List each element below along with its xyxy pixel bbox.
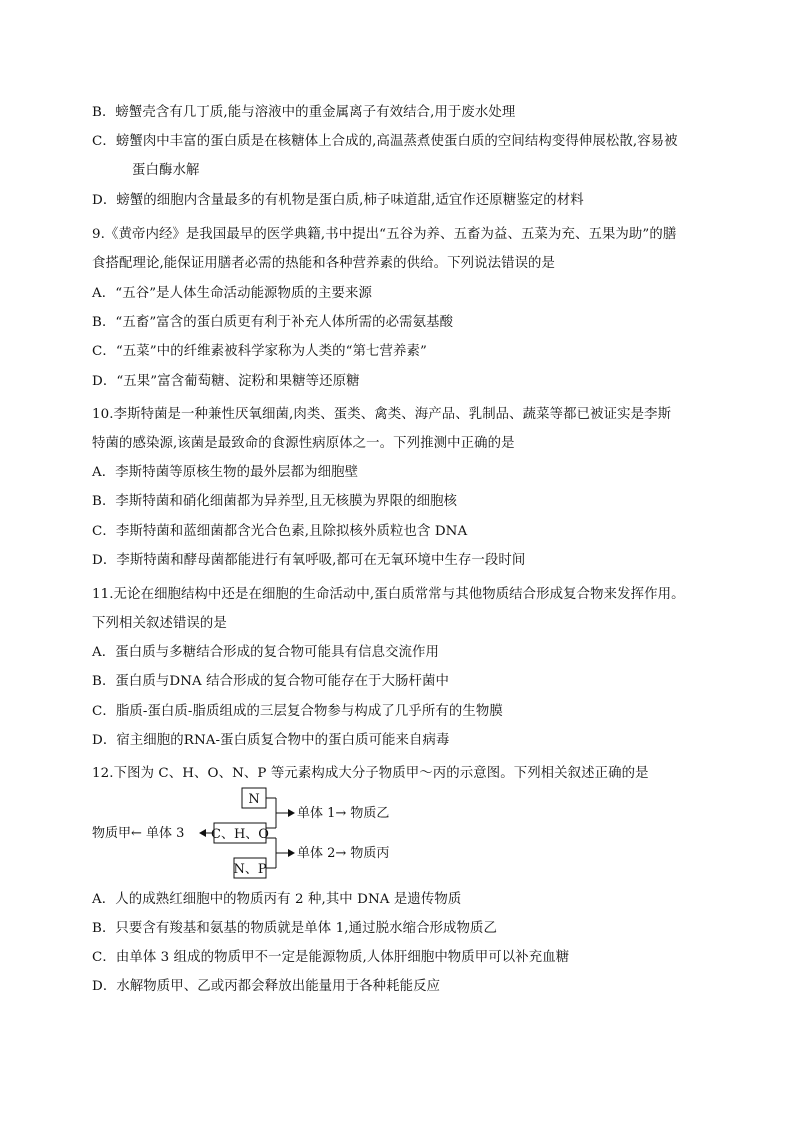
q11-stem-2: 下列相关叙述错误的是	[92, 616, 227, 631]
q11-option-a: A．蛋白质与多糖结合形成的复合物可能具有信息交流作用	[92, 645, 440, 660]
q10-option-b: B．李斯特菌和硝化细菌都为异养型,且无核膜为界限的细胞核	[92, 494, 458, 509]
box-np-label: N、P	[233, 862, 267, 877]
q12-option-b: B．只要含有羧基和氨基的物质就是单体 1,通过脱水缩合形成物质乙	[92, 921, 498, 936]
q10-option-d: D．李斯特菌和酵母菌都能进行有氧呼吸,都可在无氧环境中生存一段时间	[92, 553, 526, 568]
box-cho-label: C、H、O	[211, 827, 269, 842]
q12-stem: 12.下图为 C、H、O、N、P 等元素构成大分子物质甲～丙的示意图。下列相关叙述正确的是	[92, 766, 649, 781]
arrow-head	[288, 809, 295, 817]
box-n-label: N	[248, 792, 260, 807]
q11-stem-1: 11.无论在细胞结构中还是在细胞的生命活动中,蛋白质常常与其他物质结合形成复合物来发挥作用。	[92, 587, 685, 602]
q8-option-d: D．螃蟹的细胞内含量最多的有机物是蛋白质,柿子味道甜,适宜作还原糖鉴定的材料	[92, 193, 584, 208]
q11-option-c: C．脂质-蛋白质-脂质组成的三层复合物参与构成了几乎所有的生物膜	[92, 704, 503, 719]
q9-stem-1: 9.《黄帝内经》是我国最早的医学典籍,书中提出“五谷为养、五畜为益、五菜为充、五果为助”的膳	[92, 227, 677, 242]
q10-option-a: A．李斯特菌等原核生物的最外层都为细胞壁	[92, 465, 359, 480]
q10-stem-1: 10.李斯特菌是一种兼性厌氧细菌,肉类、蛋类、禽类、海产品、乳制品、蔬菜等都已被证实是李斯	[92, 407, 672, 422]
macromolecule-diagram	[92, 786, 512, 882]
label-monomer-1: 单体 1→ 物质乙	[297, 806, 390, 821]
q12-option-a: A．人的成熟红细胞中的物质丙有 2 种,其中 DNA 是遗传物质	[92, 892, 462, 907]
arrow-head	[199, 829, 206, 837]
q9-stem-2: 食搭配理论,能保证用膳者必需的热能和各种营养素的供给。下列说法错误的是	[92, 256, 556, 271]
q10-option-c: C．李斯特菌和蓝细菌都含光合色素,且除拟核外质粒也含 DNA	[92, 524, 468, 539]
q12-option-c: C．由单体 3 组成的物质甲不一定是能源物质,人体肝细胞中物质甲可以补充血糖	[92, 950, 570, 965]
q9-option-b: B．“五畜”富含的蛋白质更有利于补充人体所需的必需氨基酸	[92, 315, 454, 330]
label-monomer-3: 物质甲← 单体 3	[92, 826, 185, 841]
q9-option-a: A．“五谷”是人体生命活动能源物质的主要来源	[92, 286, 372, 301]
q11-option-d: D．宿主细胞的RNA-蛋白质复合物中的蛋白质可能来自病毒	[92, 733, 450, 748]
label-monomer-2: 单体 2→ 物质丙	[297, 846, 390, 861]
q9-option-c: C．“五菜”中的纤维素被科学家称为人类的“第七营养素”	[92, 344, 427, 359]
q8-option-b: B．螃蟹壳含有几丁质,能与溶液中的重金属离子有效结合,用于废水处理	[92, 105, 516, 120]
q9-option-d: D．“五果”富含葡萄糖、淀粉和果糖等还原糖	[92, 374, 360, 389]
arrow-head	[288, 849, 295, 857]
q10-stem-2: 特菌的感染源,该菌是最致命的食源性病原体之一。下列推测中正确的是	[92, 436, 515, 451]
q8-option-c: C．螃蟹肉中丰富的蛋白质是在核糖体上合成的,高温蒸煮使蛋白质的空间结构变得伸展松散,容易被	[92, 134, 678, 149]
q8-option-c-cont: 蛋白酶水解	[132, 163, 200, 178]
q11-option-b: B．蛋白质与DNA 结合形成的复合物可能存在于大肠杆菌中	[92, 674, 450, 689]
q12-option-d: D．水解物质甲、乙或丙都会释放出能量用于各种耗能反应	[92, 979, 441, 994]
